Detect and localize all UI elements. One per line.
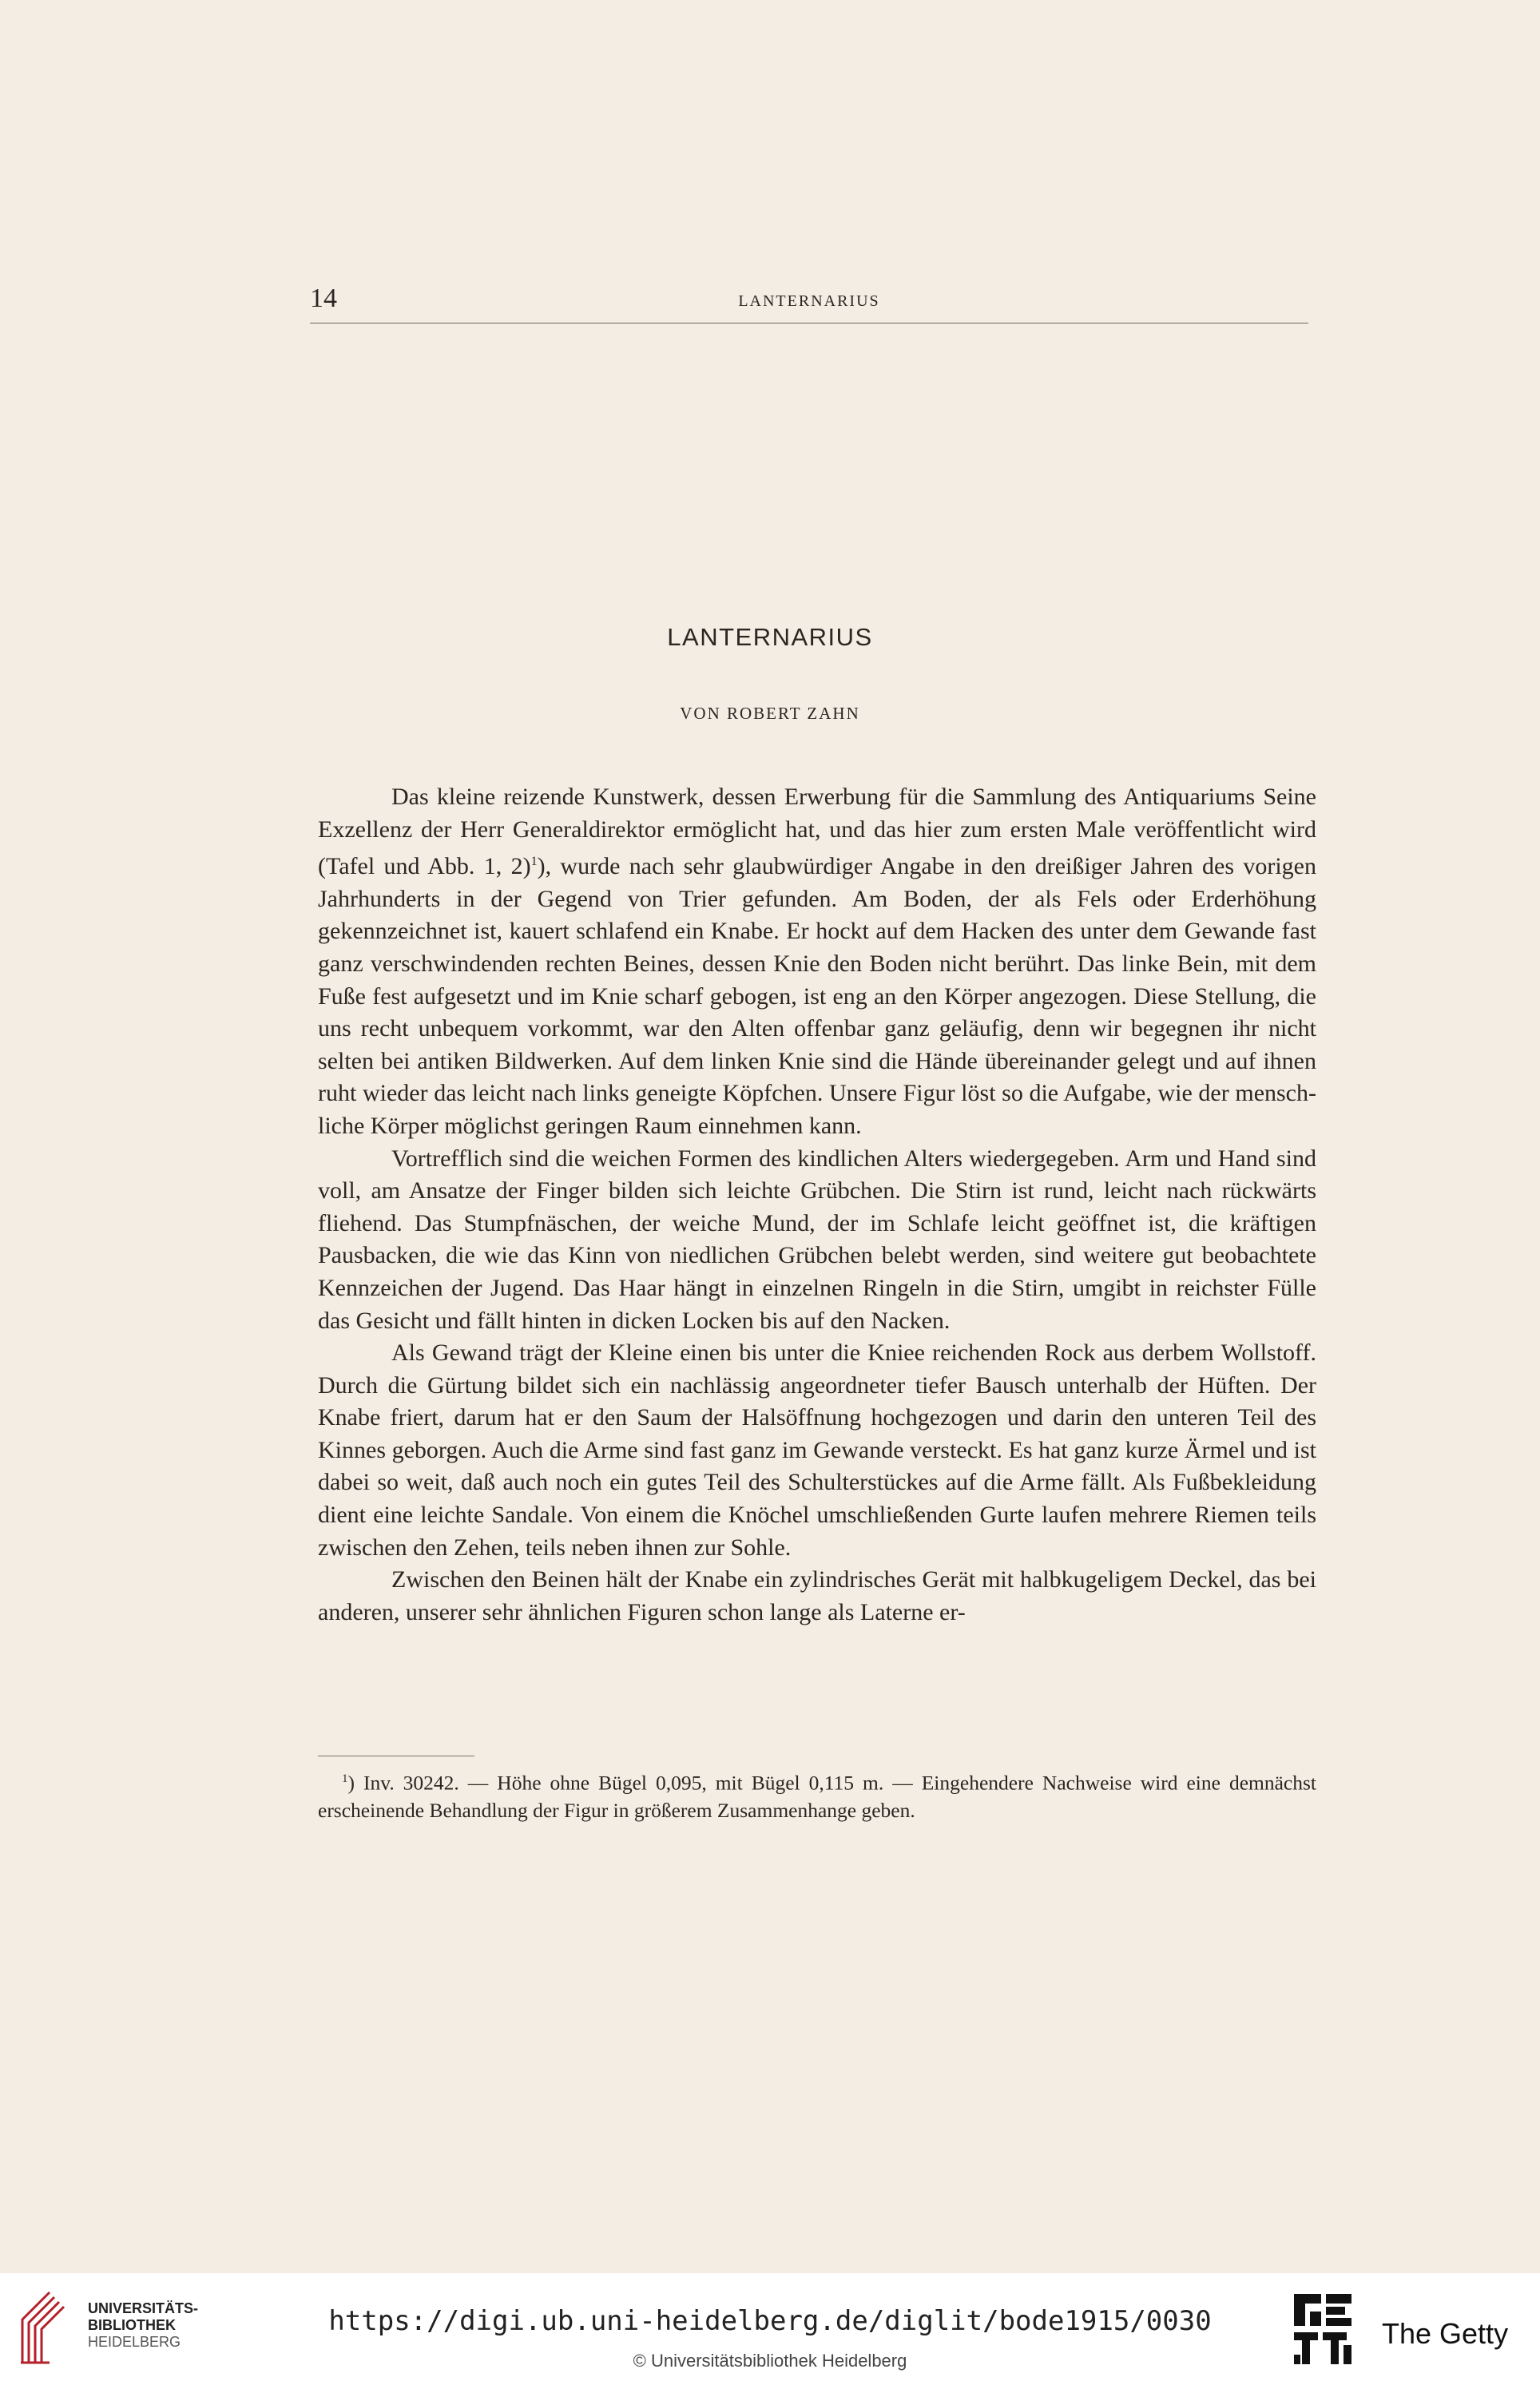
getty-name: The Getty — [1382, 2317, 1509, 2350]
paragraph-1-text-end: ), wurde nach sehr glaubwürdiger Angabe in den dreißiger Jahren des vorigen Jahrhunderts in der Gegend von Trier gefunden. Am Boden, der als Fels oder Erderhöhung gekennzeichnet ist, kauert schlafend ein Knabe. Er hockt auf dem Hacken des unter dem Gewande fast ganz verschwindenden rechten Beines, dessen Knie den Boden nicht berührt. Das linke Bein, mit dem Fuße fest aufgesetzt und im Knie scharf gebogen, ist eng an den Körper angezogen. Diese Stellung, die uns recht unbequem vorkommt, war den Alten offenbar ganz geläufig, denn wir begegnen ihr nicht selten bei antiken Bildwerken. Auf dem linken Knie sind die Hände übereinander gelegt und auf ihnen ruht wieder das leicht nach links geneigte Köpfchen. Unsere Figur löst so die Aufgabe, wie der menschliche Körper möglichst geringen Raum einnehmen kann. — [318, 853, 1316, 1139]
paragraph-2: Vortrefflich sind die weichen Formen des kindlichen Alters wiedergegeben. Arm und Hand sind voll, am Ansatze der Finger bilden sich leichte Grübchen. Die Stirn ist rund, leicht nach rückwärts fliehend. Das Stumpfnäschen, der weiche Mund, der im Schlafe leicht geöffnet ist, die kräftigen Pausbacken, die wie das Kinn von niedlichen Grübchen belebt werden, sind weitere gut beobachtete Kennzeichen der Jugend. Das Haar hängt in einzelnen Ringeln in die Stirn, umgibt in reichster Fülle das Gesicht und fällt hinten in dicken Locken bis auf den Nacken. — [318, 1145, 1316, 1334]
footnote-text: ) Inv. 30242. — Höhe ohne Bügel 0,095, mit Bügel 0,115 m. — Eingehendere Nachweise wird eine demnächst erscheinende Behandlung der Figur in größerem Zusammenhange geben. — [318, 1771, 1316, 1822]
library-line-1: UNIVERSITÄTS- — [88, 2300, 199, 2316]
footnote-mark: 1 — [342, 1772, 348, 1785]
library-line-3: HEIDELBERG — [88, 2334, 181, 2350]
paragraph-4: Zwischen den Beinen hält der Knabe ein zylindrisches Gerät mit halbkugeligem Deckel, das bei anderen, unserer sehr ähnlichen Figuren schon lange als Laterne er- — [318, 1566, 1316, 1625]
byline: VON ROBERT ZAHN — [680, 704, 860, 723]
running-title: LANTERNARIUS — [738, 292, 880, 310]
page-number: 14 — [310, 284, 337, 313]
article-title: LANTERNARIUS — [667, 623, 873, 651]
footnote-reference[interactable]: 1 — [530, 855, 538, 869]
article-body — [318, 781, 1316, 1629]
copyright-notice: © Universitätsbibliothek Heidelberg — [633, 2351, 907, 2371]
library-line-2: BIBLIOTHEK — [88, 2317, 176, 2333]
footnote — [318, 1765, 1316, 1825]
getty-logo-icon[interactable] — [1291, 2289, 1355, 2369]
permalink-url[interactable]: https://digi.ub.uni-heidelberg.de/diglit/bode1915/0030 — [328, 2305, 1212, 2337]
paragraph-3: Als Gewand trägt der Kleine einen bis unter die Kniee reichenden Rock aus derbem Wollstoff. Durch die Gürtung bildet sich ein nachlässig angeordneter tiefer Bausch unterhalb der Hüften. Der Knabe friert, darum hat er den Saum der Halsöffnung hochgezogen und darin den unteren Teil des Kinnes geborgen. Auch die Arme sind fast ganz im Gewande versteckt. Es hat ganz kurze Ärmel und ist dabei so weit, daß auch noch ein gutes Teil des Schulterstückes auf die Arme fällt. Als Fußbekleidung dient eine leichte Sandale. Von einem die Knöchel umschließenden Gurte laufen mehrere Riemen teils zwischen den Zehen, teils neben ihnen zur Sohle. — [318, 1339, 1316, 1561]
paragraph-1 — [318, 781, 1316, 1143]
running-head — [310, 281, 1308, 323]
digitization-banner — [0, 2273, 1540, 2385]
paragraph-1-text-start: Das kleine reizende Kunstwerk, dessen Erwerbung für die Sammlung des Antiquariums Seine Exzellenz der Herr Generaldirektor ermöglicht hat, und das hier zum ersten Male veröffentlicht wird (Tafel und Abb. 1, 2) — [318, 784, 1316, 880]
